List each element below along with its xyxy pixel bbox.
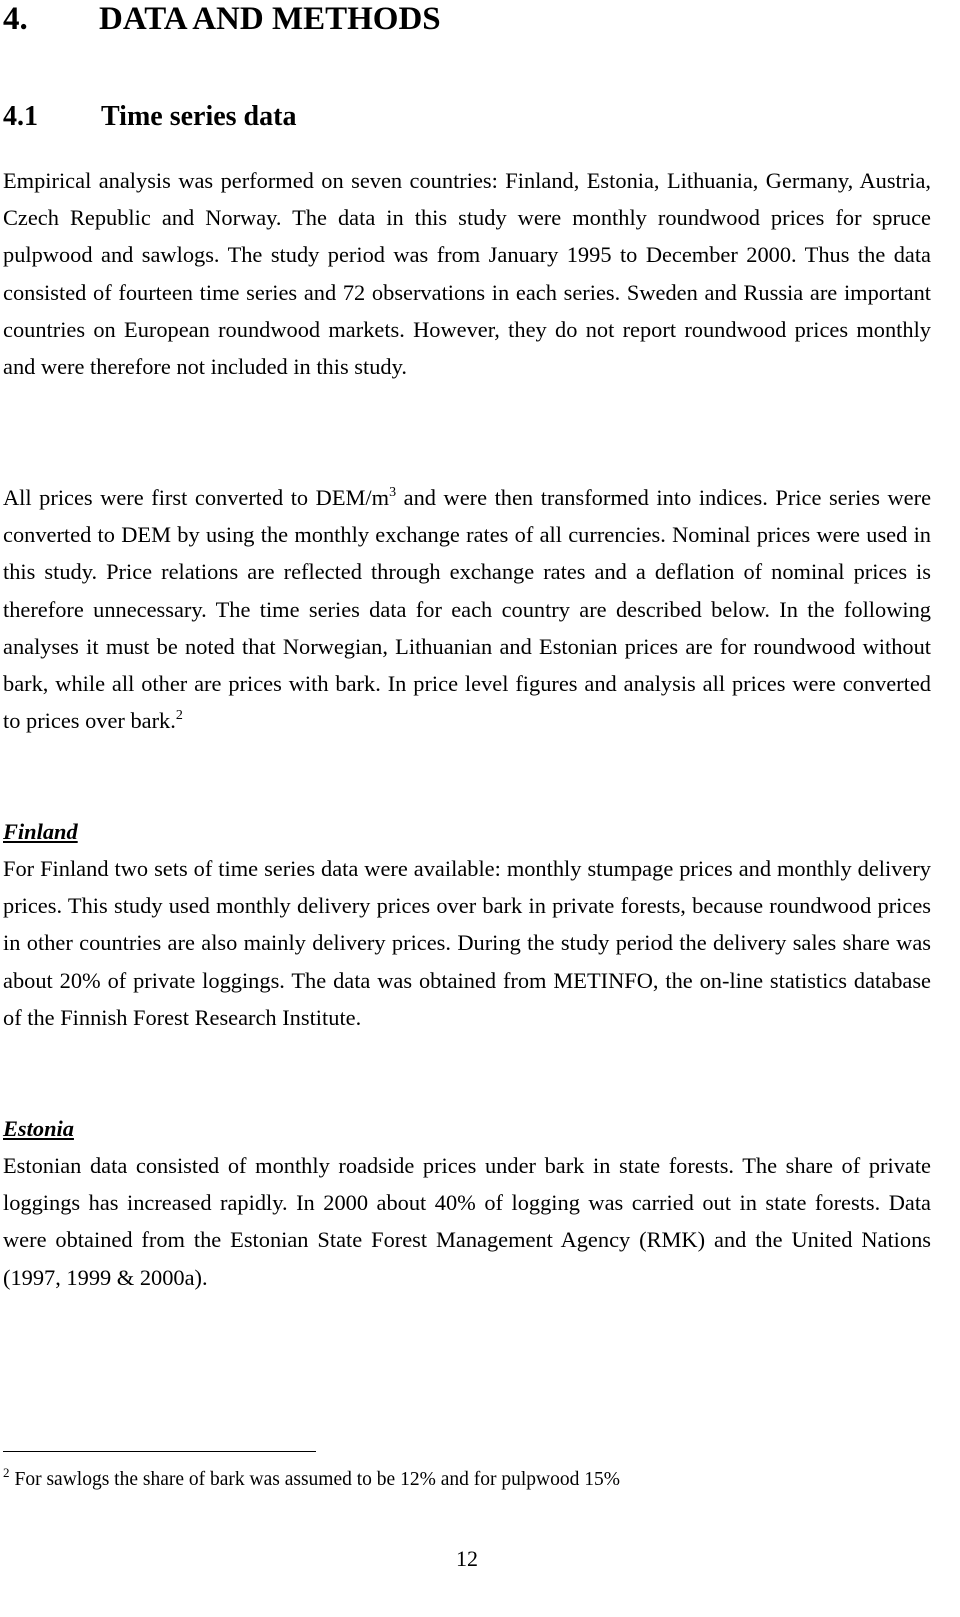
heading-estonia: Estonia: [3, 1116, 74, 1141]
section-number: 4.: [3, 1, 28, 37]
paragraph-intro: Empirical analysis was performed on seven countries: Finland, Estonia, Lithuania, Germany, Austria, Czech Republic and Norway. The data in this study were monthly roundwood prices for spruce pulpwood and sawlogs. The study period was from January 1995 to December 2000. Thus the data consisted of fourteen time series and 72 observations in each series. Sweden and Russia are important countries on European roundwood markets. However, they do not report roundwood prices monthly and were therefore not included in this study.: [3, 168, 931, 380]
subsection-number: 4.1: [3, 101, 38, 132]
paragraph-price-conversion-part2: and were then transformed into indices. Price series were converted to DEM by using the monthly exchange rates of all currencies. Nominal prices were used in this study. Price relations are reflected through exchange rates and a deflation of nominal prices is therefore unnecessary. The time series data for each country are described below. In the following analyses it must be noted that Norwegian, Lithuanian and Estonian prices are for roundwood without bark, while all other are prices with bark. In price level figures and analysis all prices were converted to prices over bark.: [3, 485, 932, 734]
subsection-title: Time series data: [101, 101, 297, 132]
footnote-marker: 2: [3, 1465, 10, 1480]
superscript-cubed: 3: [389, 485, 397, 500]
paragraph-finland: For Finland two sets of time series data were available: monthly stumpage prices and monthly delivery prices. This study used monthly delivery prices over bark in private forests, because roundwood prices in other countries are also mainly delivery prices. During the study period the delivery sales share was about 20% of private loggings. The data was obtained from METINFO, the on-line statistics database of the Finnish Forest Research Institute.: [3, 856, 931, 1030]
footnote: [3, 1466, 620, 1494]
page-number: 12: [456, 1546, 478, 1571]
section-title: DATA AND METHODS: [99, 1, 441, 37]
paragraph-price-conversion: [3, 479, 931, 739]
footnote-separator: [3, 1451, 316, 1452]
paragraph-price-conversion-part1: All prices were first converted to DEM/m: [3, 485, 390, 510]
paragraph-estonia: Estonian data consisted of monthly roadside prices under bark in state forests. The share of private loggings has increased rapidly. In 2000 about 40% of logging was carried out in state forests. Data were obtained from the Estonian State Forest Management Agency (RMK) and the United Nations (1997, 1999 & 2000a).: [3, 1153, 931, 1290]
footnote-text: For sawlogs the share of bark was assumed to be 12% and for pulpwood 15%: [14, 1469, 620, 1490]
subsection-heading: [3, 100, 296, 134]
section-heading: [3, 0, 441, 38]
footnote-reference: 2: [175, 708, 183, 724]
heading-finland: Finland: [3, 819, 78, 844]
